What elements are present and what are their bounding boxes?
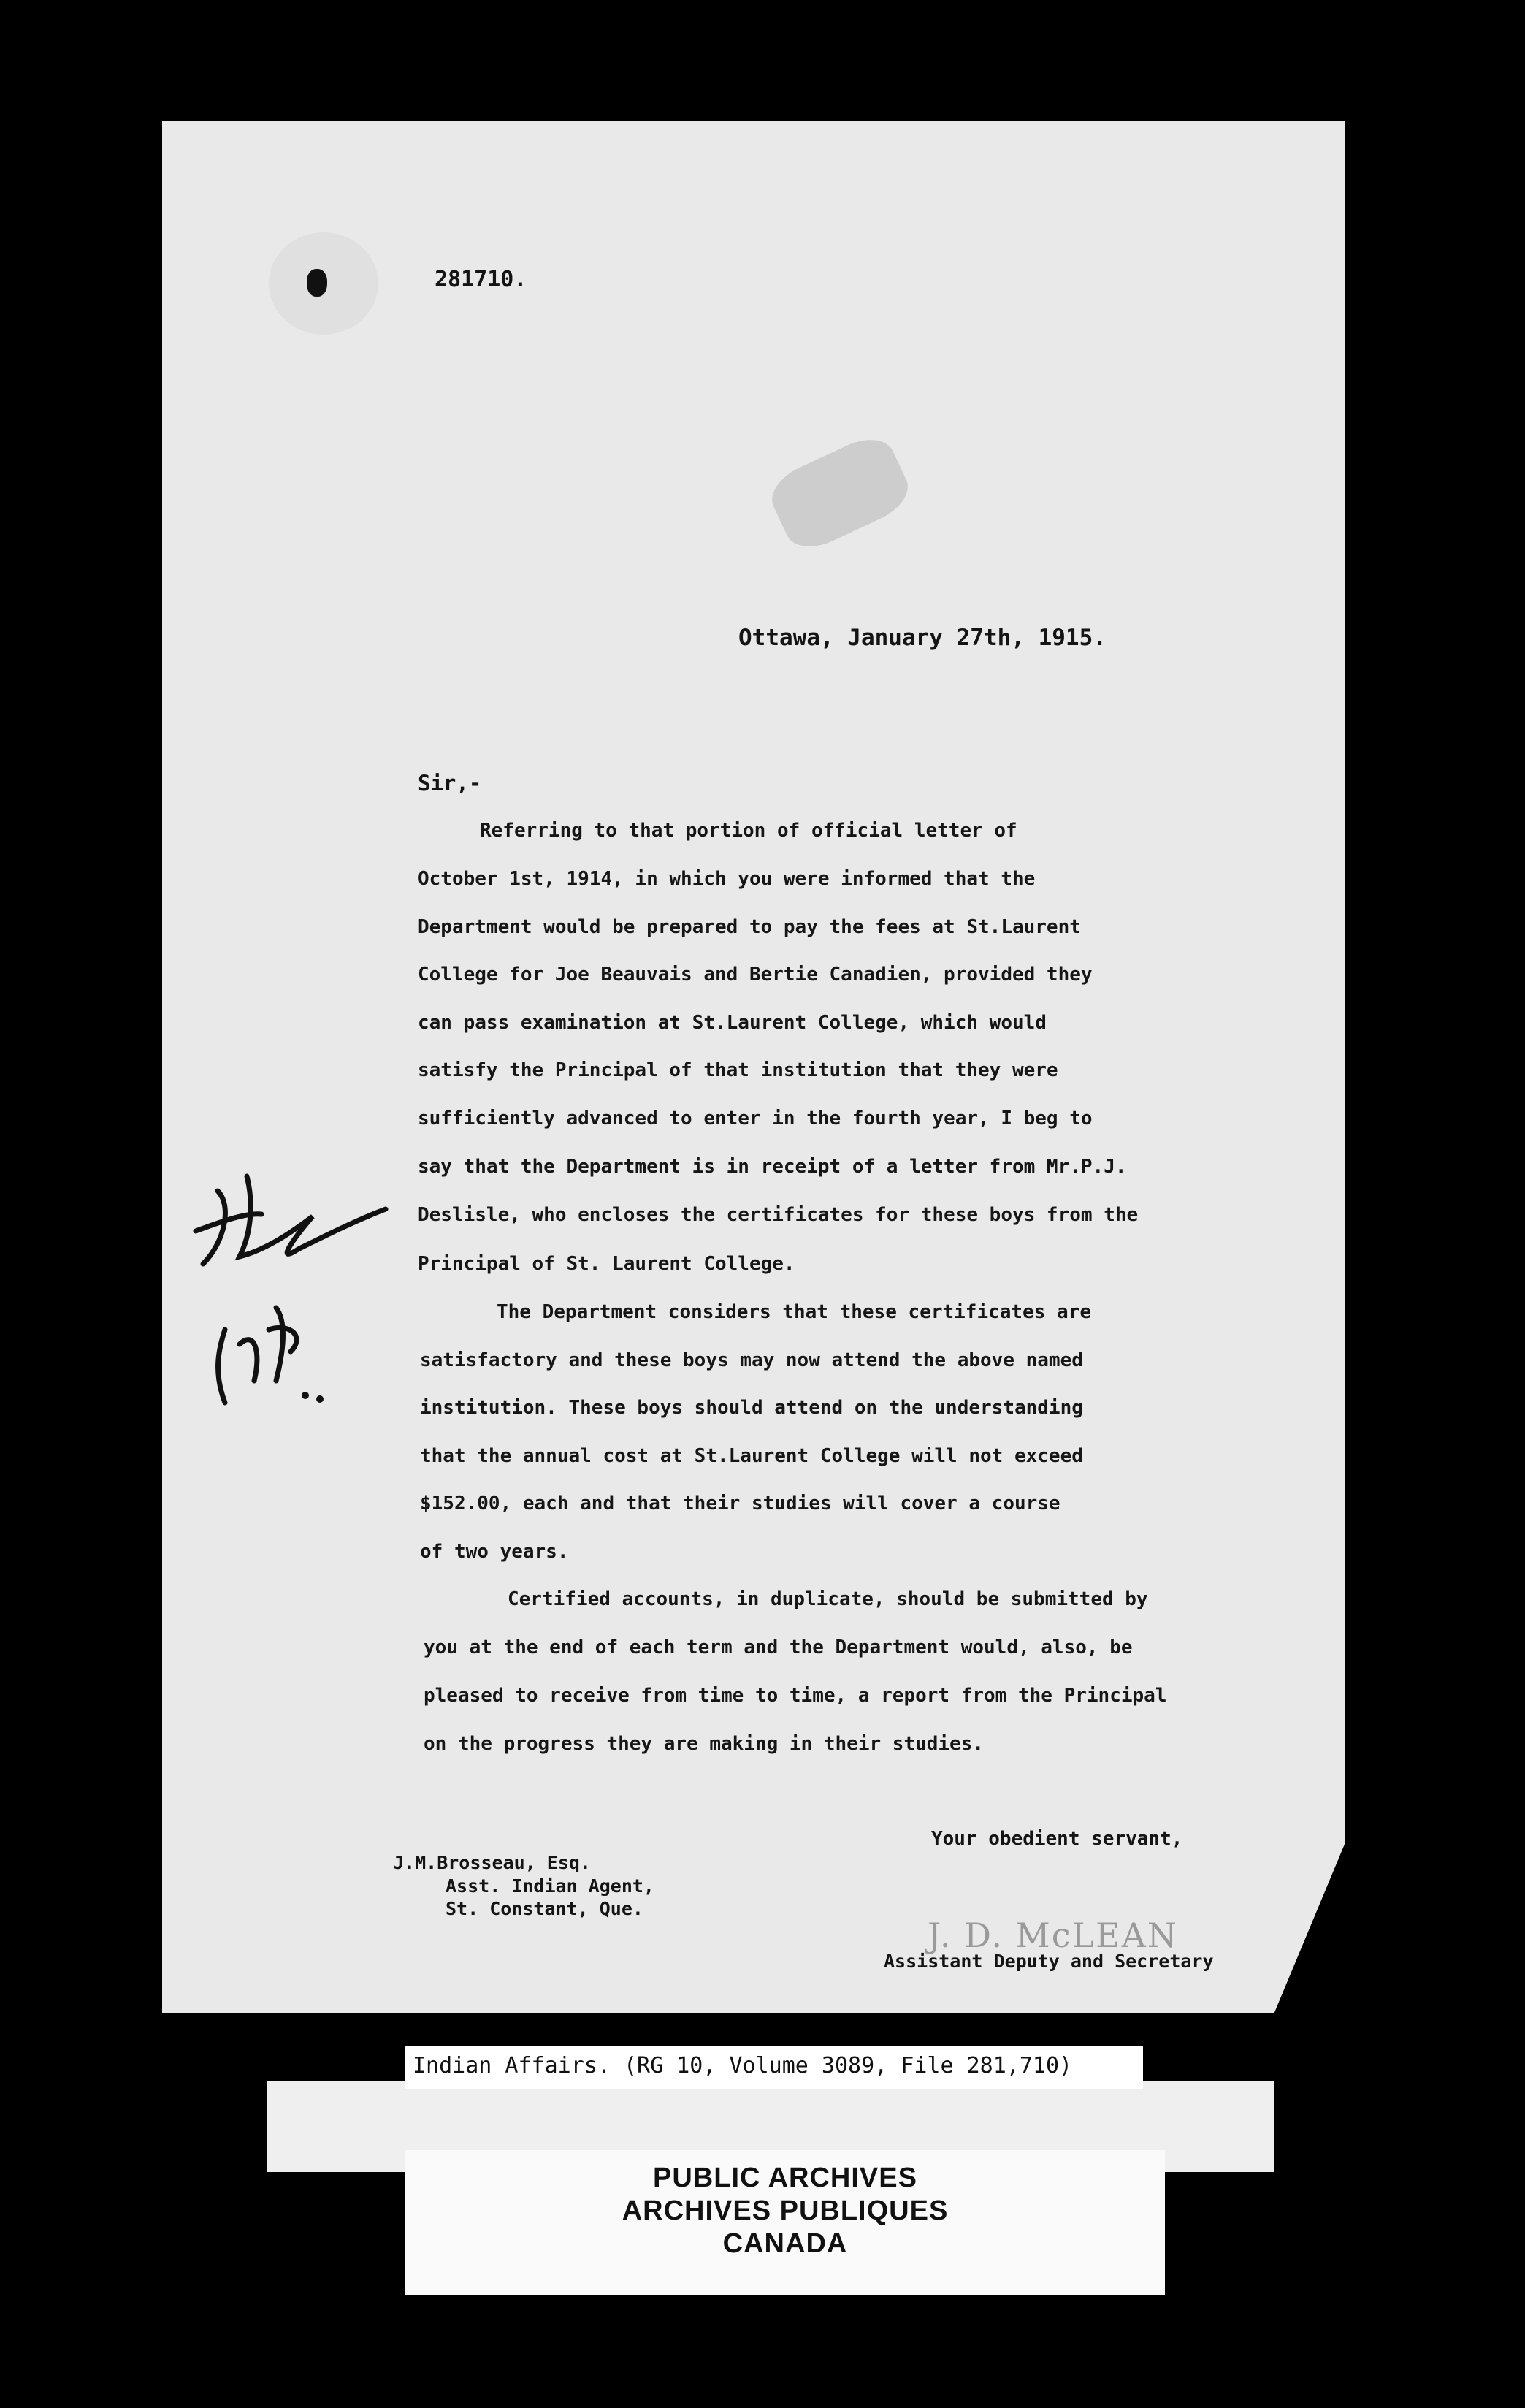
archive-stamp-line: ARCHIVES PUBLIQUES <box>622 2195 949 2226</box>
body-line: Principal of St. Laurent College. <box>418 1253 795 1275</box>
body-line: October 1st, 1914, in which you were informed that the <box>418 868 1036 890</box>
body-line: satisfy the Principal of that institution that they were <box>418 1059 1058 1081</box>
body-line: of two years. <box>420 1541 569 1563</box>
archive-stamp-line: CANADA <box>722 2228 848 2259</box>
closing: Your obedient servant, <box>931 1828 1183 1850</box>
body-line: pleased to receive from time to time, a report from the Principal <box>424 1685 1167 1707</box>
archive-stamp-line: PUBLIC ARCHIVES <box>653 2163 917 2193</box>
archive-stamp <box>405 2150 1165 2295</box>
body-line: you at the end of each term and the Department would, also, be <box>424 1637 1133 1658</box>
punch-hole <box>307 269 327 297</box>
reference-label-text: Indian Affairs. (RG 10, Volume 3089, File 281,710) <box>413 2053 1073 2079</box>
file-number: 281710. <box>435 267 527 292</box>
body-line: on the progress they are making in their studies. <box>424 1733 985 1755</box>
body-line: Certified accounts, in duplicate, should be submitted by <box>508 1588 1148 1610</box>
body-line: that the annual cost at St.Laurent College will not exceed <box>420 1445 1083 1467</box>
signature-stamp: J. D. McLEAN <box>928 1916 1179 1955</box>
body-line: institution. These boys should attend on the understanding <box>420 1397 1083 1419</box>
body-line: Deslisle, who encloses the certificates for these boys from the <box>418 1204 1139 1226</box>
addressee-line: St. Constant, Que. <box>446 1898 643 1919</box>
body-line: $152.00, each and that their studies will cover a course <box>420 1493 1060 1514</box>
body-line: say that the Department is in receipt of a letter from Mr.P.J. <box>418 1156 1127 1178</box>
body-line: The Department considers that these certificates are <box>497 1301 1091 1323</box>
addressee-line: Asst. Indian Agent, <box>446 1875 654 1897</box>
addressee-line: J.M.Brosseau, Esq. <box>393 1852 591 1873</box>
date-line: Ottawa, January 27th, 1915. <box>738 625 1107 651</box>
body-line: sufficiently advanced to enter in the fourth year, I beg to <box>418 1108 1093 1129</box>
handwritten-initials <box>181 1162 400 1439</box>
signature-title: Assistant Deputy and Secretary <box>884 1951 1214 1972</box>
body-line: satisfactory and these boys may now attend the above named <box>420 1349 1083 1371</box>
salutation: Sir,- <box>418 771 482 796</box>
body-line: can pass examination at St.Laurent College, which would <box>418 1012 1047 1034</box>
body-line: Referring to that portion of official letter of <box>480 820 1017 842</box>
reference-label <box>405 2046 1143 2089</box>
body-line: Department would be prepared to pay the fees at St.Laurent <box>418 916 1081 938</box>
body-line: College for Joe Beauvais and Bertie Canadien, provided they <box>418 964 1093 986</box>
